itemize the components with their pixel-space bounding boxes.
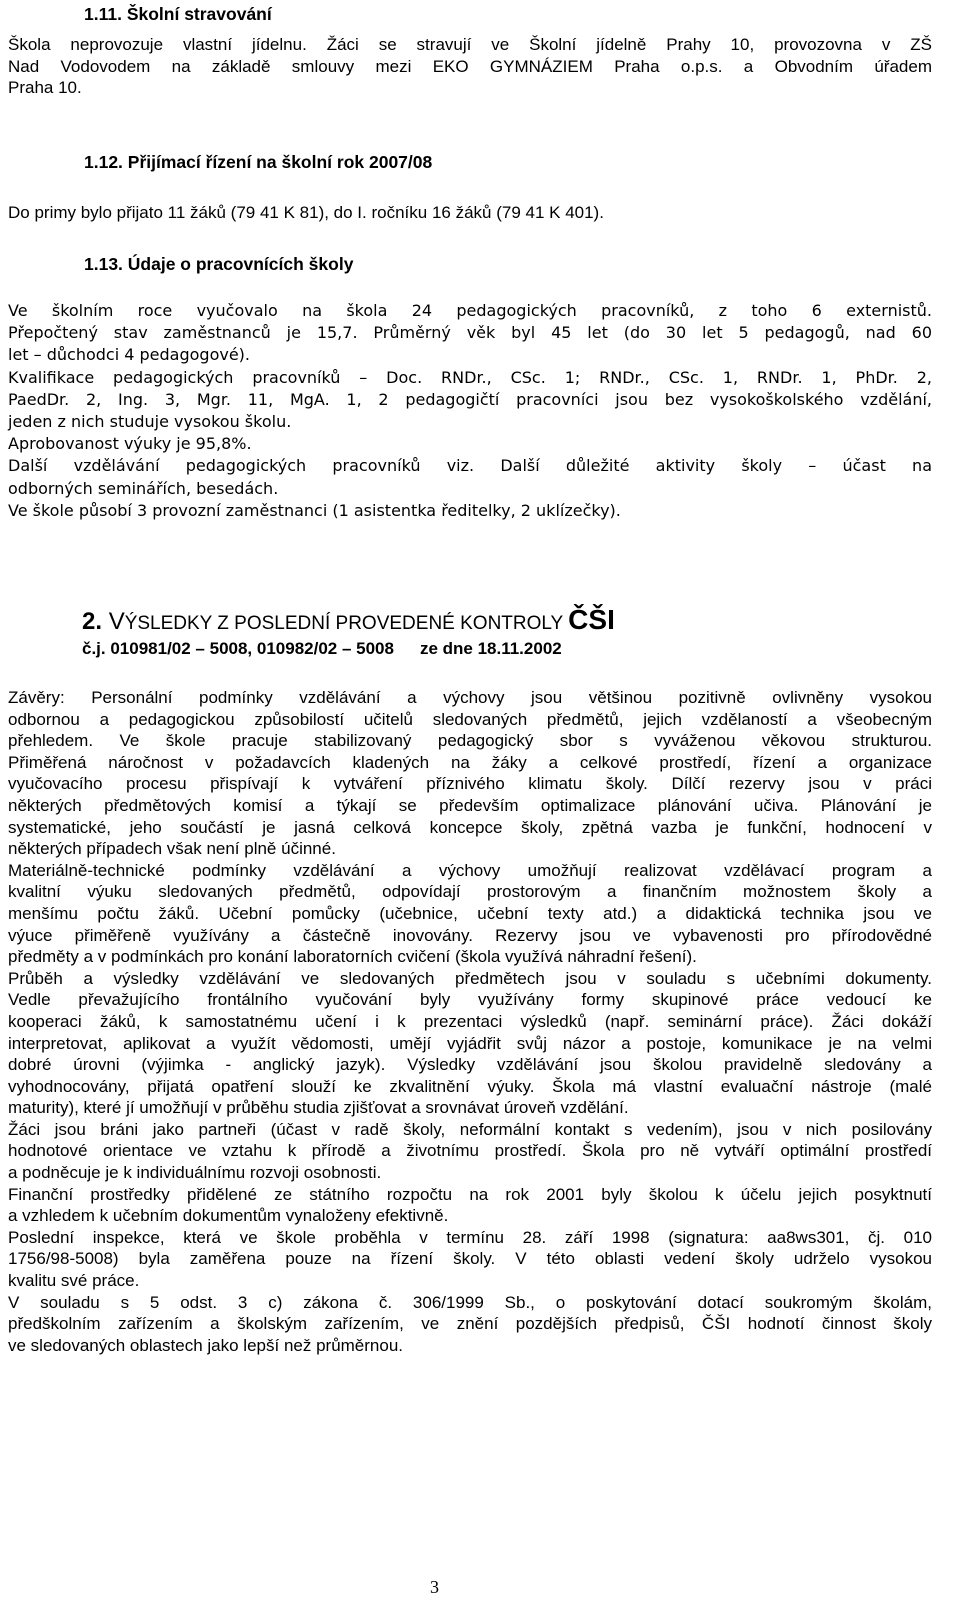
- text-line: hodnotové orientace ve vztahu k přírodě a životnímu prostředí. Škola pro ně vytváří optimální prostředí: [8, 1141, 932, 1161]
- text-line: některých předmětových komisí a týkají se především optimalizace plánování učiva. Plánování je: [8, 795, 932, 815]
- text-line: vyhodnocovány, přijatá opatření slouží ke zkvalitnění výuky. Škola má vlastní evaluační nástroje (malé: [8, 1076, 932, 1096]
- text-line: odbornou a pedagogickou způsobilostí učitelů sledovaných předmětů, jejich vzdělaností a všeobecným: [8, 709, 932, 729]
- section-2-title: ÝSLEDKY Z POSLEDNÍ PROVEDENÉ KONTROLY: [124, 613, 569, 634]
- text-line: let – důchodci 4 pedagogové).: [8, 345, 250, 365]
- reference-line: [82, 639, 562, 659]
- section-heading-1-12: 1.12. Přijímací řízení na školní rok 2007/08: [84, 152, 433, 172]
- text-line: Aprobovanost výuky je 95,8%.: [8, 434, 252, 454]
- text-line: některých případech však není plně účinné.: [8, 839, 336, 859]
- text-line: kooperaci žáků, k samostatnému učení i k prezentaci výsledků (např. seminární práce). Žáci dokáží: [8, 1011, 932, 1031]
- section-2-number: 2.: [82, 608, 109, 635]
- text-line: Žáci jsou bráni jako partneři (účast v radě školy, neformální kontakt s vedením), jsou v nich posilovány: [8, 1119, 932, 1139]
- text-line: Další vzdělávání pedagogických pracovníků viz. Další důležité aktivity školy – účast na: [8, 456, 932, 476]
- report-body: [8, 687, 932, 1356]
- text-line: Přepočtený stav zaměstnanců je 15,7. Průměrný věk byl 45 let (do 30 let 5 pedagogů, nad 60: [8, 323, 932, 343]
- text-line: Škola neprovozuje vlastní jídelnu. Žáci se stravují ve Školní jídelně Prahy 10, provozovna v ZŠ: [8, 35, 932, 54]
- section-1-12-paragraph: [8, 202, 932, 224]
- text-line: V souladu s 5 odst. 3 c) zákona č. 306/1999 Sb., o poskytování dotací soukromým školám,: [8, 1292, 932, 1312]
- text-line: 1756/98-5008) byla zaměřena pouze na řízení školy. V této oblasti vedení školy udrželo vysokou: [8, 1249, 932, 1269]
- text-line: Kvalifikace pedagogických pracovníků – Doc. RNDr., CSc. 1; RNDr., CSc. 1, RNDr. 1, PhDr. 2,: [8, 367, 932, 387]
- reference-number: č.j. 010981/02 – 5008, 010982/02 – 5008: [82, 639, 394, 658]
- text-line: předškolním zařízením a školským zařízením, ve znění pozdějších předpisů, ČŠI hodnotí činnost školy: [8, 1314, 932, 1334]
- text-line: Ve škole působí 3 provozní zaměstnanci (1 asistentka ředitelky, 2 uklízečky).: [8, 500, 621, 520]
- text-line: Vedle převažujícího frontálního vyučování byly využívány formy skupinové práce vedoucí ke: [8, 990, 932, 1010]
- text-line: Poslední inspekce, která ve škole proběhla v termínu 28. září 1998 (signatura: aa8ws301, čj. 010: [8, 1227, 932, 1247]
- text-line: Nad Vodovodem na základě smlouvy mezi EKO GYMNÁZIEM Praha o.p.s. a Obvodním úřadem: [8, 56, 932, 76]
- text-line: Závěry: Personální podmínky vzdělávání a výchovy jsou většinou pozitivně ovlivněny vysokou: [8, 688, 932, 707]
- text-line: dobré úrovni (výjimka - anglický jazyk). Výsledky vzdělávání jsou školou pravidelně sledovány a: [8, 1055, 932, 1075]
- section-2-heading: [82, 604, 615, 636]
- text-line: PaedDr. 2, Ing. 3, Mgr. 11, MgA. 1, 2 pedagogičtí pracovníci jsou bez vysokoškolského vzdělání,: [8, 389, 932, 409]
- section-1-13-paragraph: [8, 300, 932, 522]
- text-line: ve sledovaných oblastech jako lepší než průměrnou.: [8, 1335, 404, 1355]
- text-line: a vzhledem k učebním dokumentům vynaloženy efektivně.: [8, 1206, 449, 1226]
- text-line: výuce přiměřeně využívány a částečně inovovány. Rezervy jsou ve vybavenosti pro přírodovědné: [8, 925, 932, 945]
- text-line: Praha 10.: [8, 78, 82, 98]
- text-line: Ve školním roce vyučovalo na škola 24 pedagogických pracovníků, z toho 6 externistů.: [8, 301, 932, 320]
- section-2-title-initial: V: [108, 608, 125, 635]
- text-line: předměty a v podmínkách pro konání laboratorních cvičení (škola využívá náhradní řešení).: [8, 947, 697, 967]
- section-1-11-paragraph: [8, 34, 932, 99]
- text-line: menšímu počtu žáků. Učební pomůcky (učebnice, učební texty atd.) a didaktická technika jsou ve: [8, 903, 932, 923]
- text-line: kvalitu své práce.: [8, 1271, 140, 1291]
- text-line: kvalitní výuku sledovaných předmětů, odpovídají prostorovým a finančním možnostem školy a: [8, 882, 932, 902]
- text-line: Do primy bylo přijato 11 žáků (79 41 K 81), do I. ročníku 16 žáků (79 41 K 401).: [8, 203, 604, 222]
- section-heading-1-11: 1.11. Školní stravování: [84, 4, 272, 24]
- text-line: Materiálně-technické podmínky vzdělávání a výchovy umožňují realizovat vzdělávací program a: [8, 860, 932, 880]
- page-number: 3: [430, 1577, 439, 1597]
- text-line: odborných seminářích, besedách.: [8, 478, 279, 498]
- text-line: maturity), které jí umožňují v průběhu studia zjišťovat a srovnávat úroveň vzdělání.: [8, 1098, 629, 1118]
- section-heading-1-13: 1.13. Údaje o pracovnících školy: [84, 254, 354, 274]
- text-line: systematické, jeho součástí je jasná celková koncepce školy, zpětná vazba je funkční, hodnocení v: [8, 817, 932, 837]
- reference-date: ze dne 18.11.2002: [419, 639, 562, 658]
- text-line: Přiměřená náročnost v požadavcích kladených na žáky a celkové prostředí, řízení a organizace: [8, 752, 932, 772]
- text-line: jeden z nich studuje vysokou školu.: [8, 412, 292, 432]
- text-line: interpretovat, aplikovat a využít vědomosti, umějí vyjádřit svůj názor a postoje, komunikace je na velmi: [8, 1033, 932, 1053]
- text-line: Průběh a výsledky vzdělávání ve sledovaných předmětech jsou v souladu s učebními dokumenty.: [8, 968, 932, 988]
- text-line: a podněcuje je k individuálnímu rozvoji osobnosti.: [8, 1163, 382, 1183]
- section-2-title-csi: ČŠI: [568, 604, 615, 635]
- text-line: vyučovacího procesu přispívají k vytváření příznivého klimatu školy. Dílčí rezervy jsou v práci: [8, 774, 932, 794]
- text-line: přehledem. Ve škole pracuje stabilizovaný pedagogický sbor s vyváženou věkovou strukturou.: [8, 731, 932, 751]
- text-line: Finanční prostředky přidělené ze státního rozpočtu na rok 2001 byly školou k účelu jejich posyktnutí: [8, 1184, 932, 1204]
